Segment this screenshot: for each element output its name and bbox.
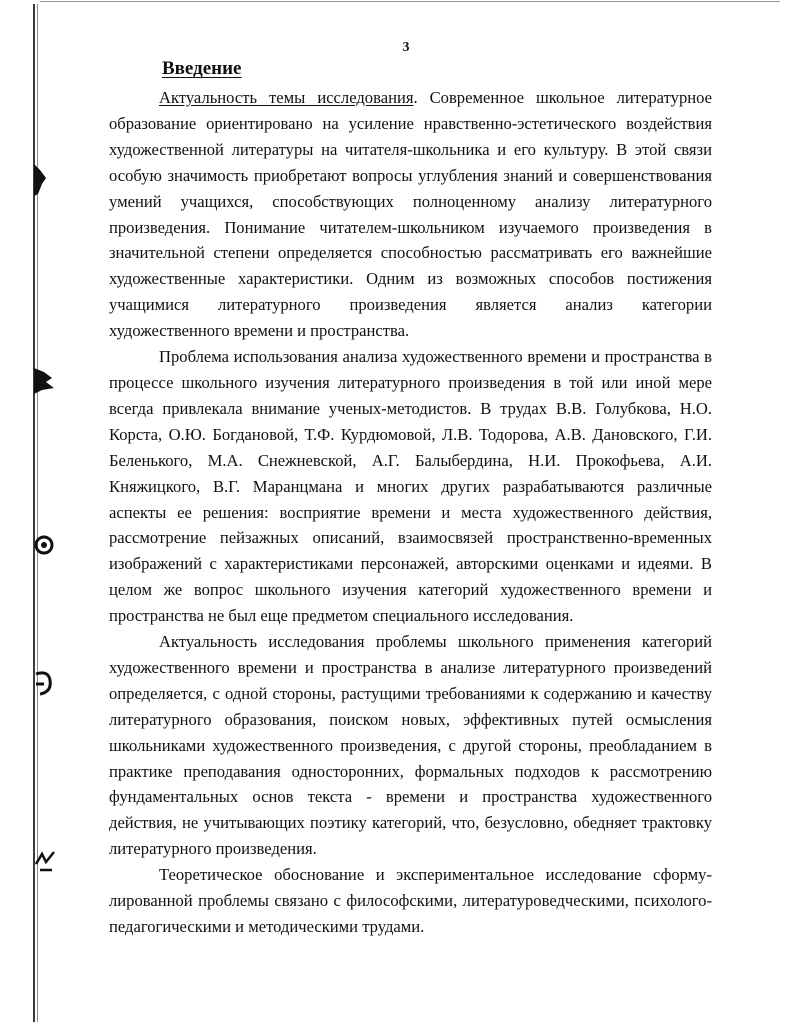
section-heading: Введение [162, 58, 242, 79]
binding-hole-mark [30, 525, 60, 565]
paragraph-actuality: Актуальность исследования проблемы школьного применения категорий художественного времени и пространства в анализе литературного произведений определяется, с одной стороны, растущими требованиями к содержанию и качеству литературного образования, поиском новых, эффективных путей осмысления школьниками художественного произведения, с другой стороны, преобладанием в практике преподавания односторонних, формальных подходов к рассмотрению фундаментальных основ текста - времени и пространства художественного действия, не учитывающих поэтику категорий, что, безусловно, обедняет трактовку литературного произведения. [109, 632, 712, 859]
paragraph-theory: Теоретическое обоснование и экспериментальное исследование сформулированной проблемы связано с философскими, литературоведческими, психолого-педагогическими и методическими трудами. [109, 865, 712, 936]
scan-top-edge [40, 1, 780, 2]
binding-hole-mark [30, 362, 60, 402]
binding-hole-mark [30, 664, 60, 704]
paragraph-problem: Проблема использования анализа художественного времени и пространства в процессе школьного изучения литературного произведения в той или иной мере всегда привлекала внимание ученых-методистов. В трудах В.В. Голубкова, Н.О. Корста, О.Ю. Богдановой, Т.Ф. Курдюмовой, Л.В. Тодорова, А.В. Дановского, Г.И. Беленького, М.А. Снежневской, А.Г. Балыбердина, Н.И. Прокофьева, А.И. Княжицкого, В.Г. Маранцмана и многих других разрабатываются различные аспекты ее решения: восприятие времени и места художественного действия, рассмотрение пейзажных описаний, взаимосвязей пространственно-временных изображений с характеристиками персонажей, авторскими оценками и идеями. В целом же вопрос школьного изучения категорий художественного времени и пространства не был еще предметом специального исследования. [109, 347, 712, 626]
body-text [109, 85, 712, 940]
relevance-text: . Современное школьное литературное образование ориентировано на усиление нравственно-эстетического воздействия художественной литературы на читателя-школьника и его культуру. В этой связи особую значимость приобретают вопросы углубления знаний и совершенствования умений учащихся, способствующих полноценному анализу литературного произведения. Понимание читателем-школьником изучаемого произведения в значительной степени определяется способностью рассматривать его важнейшие художественные характеристики. Одним из возможных способов постижения учащимися литературного произведения является анализ категории художественного времени и пространства. [109, 88, 712, 341]
relevance-lead: Актуальность темы исследования [159, 88, 414, 107]
binding-hole-mark [30, 160, 60, 200]
paragraph-relevance [109, 85, 712, 344]
binding-hole-mark [30, 840, 60, 880]
page-number: 3 [402, 40, 410, 55]
